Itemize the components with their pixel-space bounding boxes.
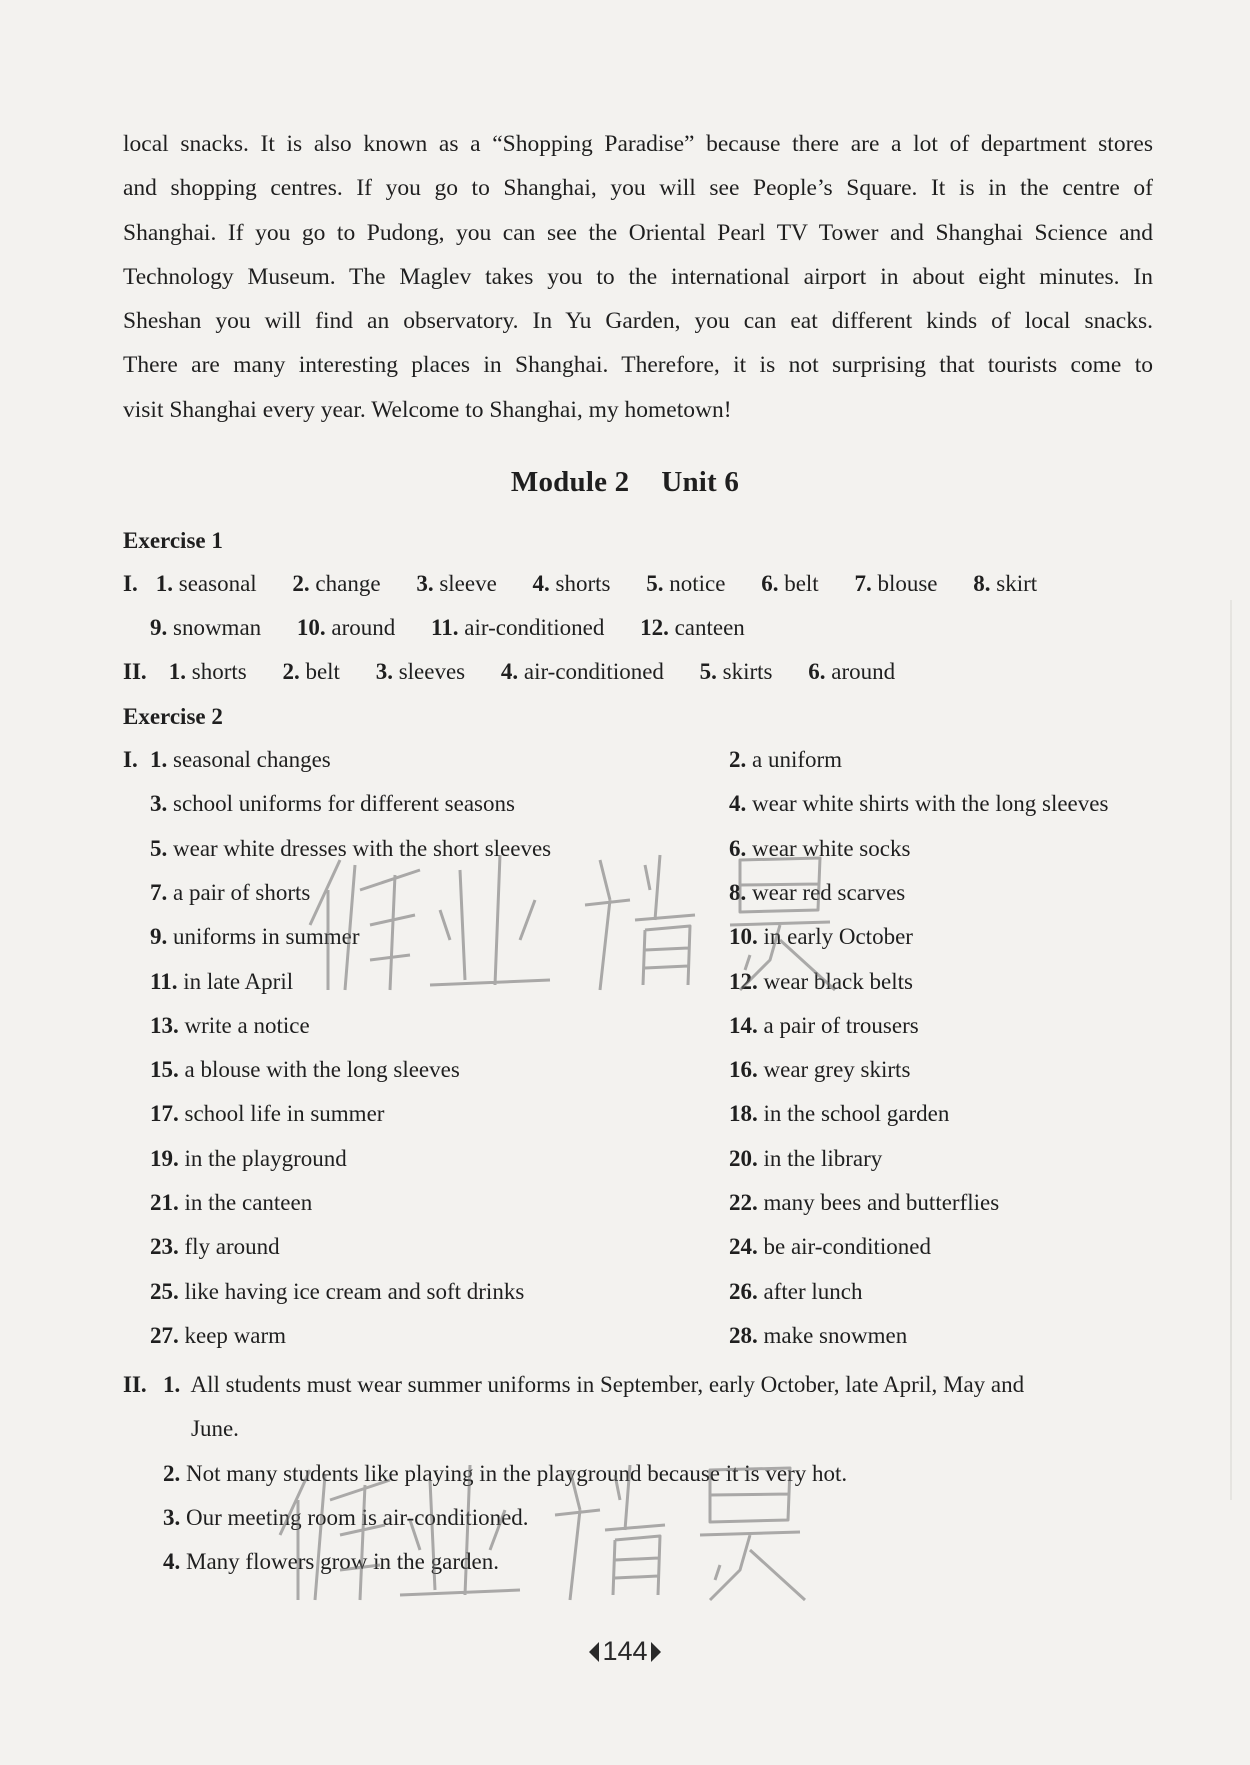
- list-item: 21. in the canteen: [150, 1190, 313, 1215]
- intro-paragraph: [123, 122, 1153, 432]
- list-item: 3. school uniforms for different seasons: [150, 791, 515, 817]
- list-item: 1. seasonal changes: [150, 747, 331, 772]
- exercise2-part2-item3: 3. Our meeting room is air-conditioned.: [163, 1505, 529, 1530]
- list-item: 17. school life in summer: [150, 1101, 385, 1127]
- roman-numeral: II.: [123, 1372, 147, 1397]
- page-number: 144: [0, 1636, 1250, 1667]
- page-edge-shadow: [1230, 600, 1232, 1500]
- module-heading: [0, 466, 1250, 499]
- paragraph-line: local snacks. It is also known as a “Shopping Paradise” because there are a lot of department stores: [123, 131, 1153, 157]
- list-item: 6. wear white socks: [729, 835, 911, 861]
- list-item: 11. in late April: [150, 968, 294, 994]
- roman-numeral: II.: [123, 659, 147, 684]
- paragraph-line: visit Shanghai every year. Welcome to Shanghai, my hometown!: [123, 396, 732, 423]
- left-triangle-icon: [589, 1642, 599, 1662]
- list-item: 10. in early October: [729, 924, 913, 950]
- paragraph-line: Shanghai. If you go to Pudong, you can see the Oriental Pearl TV Tower and Shanghai Science and: [123, 219, 1153, 246]
- list-item: 23. fly around: [150, 1234, 280, 1260]
- list-item: 4. wear white shirts with the long sleeves: [729, 791, 1109, 817]
- list-item: 18. in the school garden: [729, 1101, 950, 1127]
- list-item: 2. a uniform: [729, 747, 843, 772]
- list-item: 27. keep warm: [150, 1322, 287, 1348]
- paragraph-line: and shopping centres. If you go to Shanghai, you will see People’s Square. It is in the centre of: [123, 175, 1153, 202]
- exercise2-part2-item2: 2. Not many students like playing in the playground because it is very hot.: [163, 1461, 848, 1486]
- list-item: 13. write a notice: [150, 1012, 310, 1038]
- list-item: 26. after lunch: [729, 1278, 863, 1304]
- exercise1-part1-row2: 9. snowman 10. around 11. air-conditioned 12. canteen: [150, 615, 745, 640]
- exercise1-part2-row: II. 1. shorts 2. belt 3. sleeves 4. air-conditioned 5. skirts 6. around: [123, 659, 896, 684]
- list-item: 20. in the library: [729, 1145, 883, 1171]
- exercise2-part2-item1-cont: June.: [191, 1416, 239, 1441]
- exercise2-part2-item1: II. 1. All students must wear summer uniforms in September, early October, late April, May and: [123, 1372, 1025, 1397]
- list-item: 15. a blouse with the long sleeves: [150, 1057, 460, 1083]
- roman-numeral: I.: [123, 747, 138, 772]
- exercise2-heading: Exercise 2: [123, 704, 223, 729]
- list-item: 7. a pair of shorts: [150, 879, 311, 905]
- list-item: 24. be air-conditioned: [729, 1234, 932, 1260]
- list-item: 19. in the playground: [150, 1145, 347, 1171]
- paragraph-line: There are many interesting places in Shanghai. Therefore, it is not surprising that tourists come to: [123, 352, 1153, 379]
- list-item: 28. make snowmen: [729, 1322, 908, 1348]
- list-item: 5. wear white dresses with the short sleeves: [150, 835, 552, 861]
- list-item: 8. wear red scarves: [729, 879, 906, 905]
- list-item: 22. many bees and butterflies: [729, 1190, 1000, 1215]
- list-item: 12. wear black belts: [729, 968, 913, 994]
- right-triangle-icon: [651, 1642, 661, 1662]
- list-item: 14. a pair of trousers: [729, 1012, 919, 1038]
- exercise2-part2-item4: 4. Many flowers grow in the garden.: [163, 1549, 499, 1574]
- module-label: Module 2: [510, 466, 630, 498]
- paragraph-line: Technology Museum. The Maglev takes you to the international airport in about eight minutes. In: [123, 263, 1153, 290]
- unit-label: Unit 6: [661, 466, 740, 498]
- list-item: 16. wear grey skirts: [729, 1057, 911, 1083]
- exercise1-part1-row1: I. 1. seasonal 2. change 3. sleeve 4. shorts 5. notice 6. belt 7. blouse 8. skirt: [123, 571, 1038, 596]
- roman-numeral: I.: [123, 571, 138, 596]
- paragraph-line: Sheshan you will find an observatory. In Yu Garden, you can eat different kinds of local snacks.: [123, 308, 1153, 335]
- list-item: 9. uniforms in summer: [150, 924, 360, 950]
- exercise1-heading: Exercise 1: [123, 528, 223, 553]
- list-item: 25. like having ice cream and soft drinks: [150, 1278, 525, 1304]
